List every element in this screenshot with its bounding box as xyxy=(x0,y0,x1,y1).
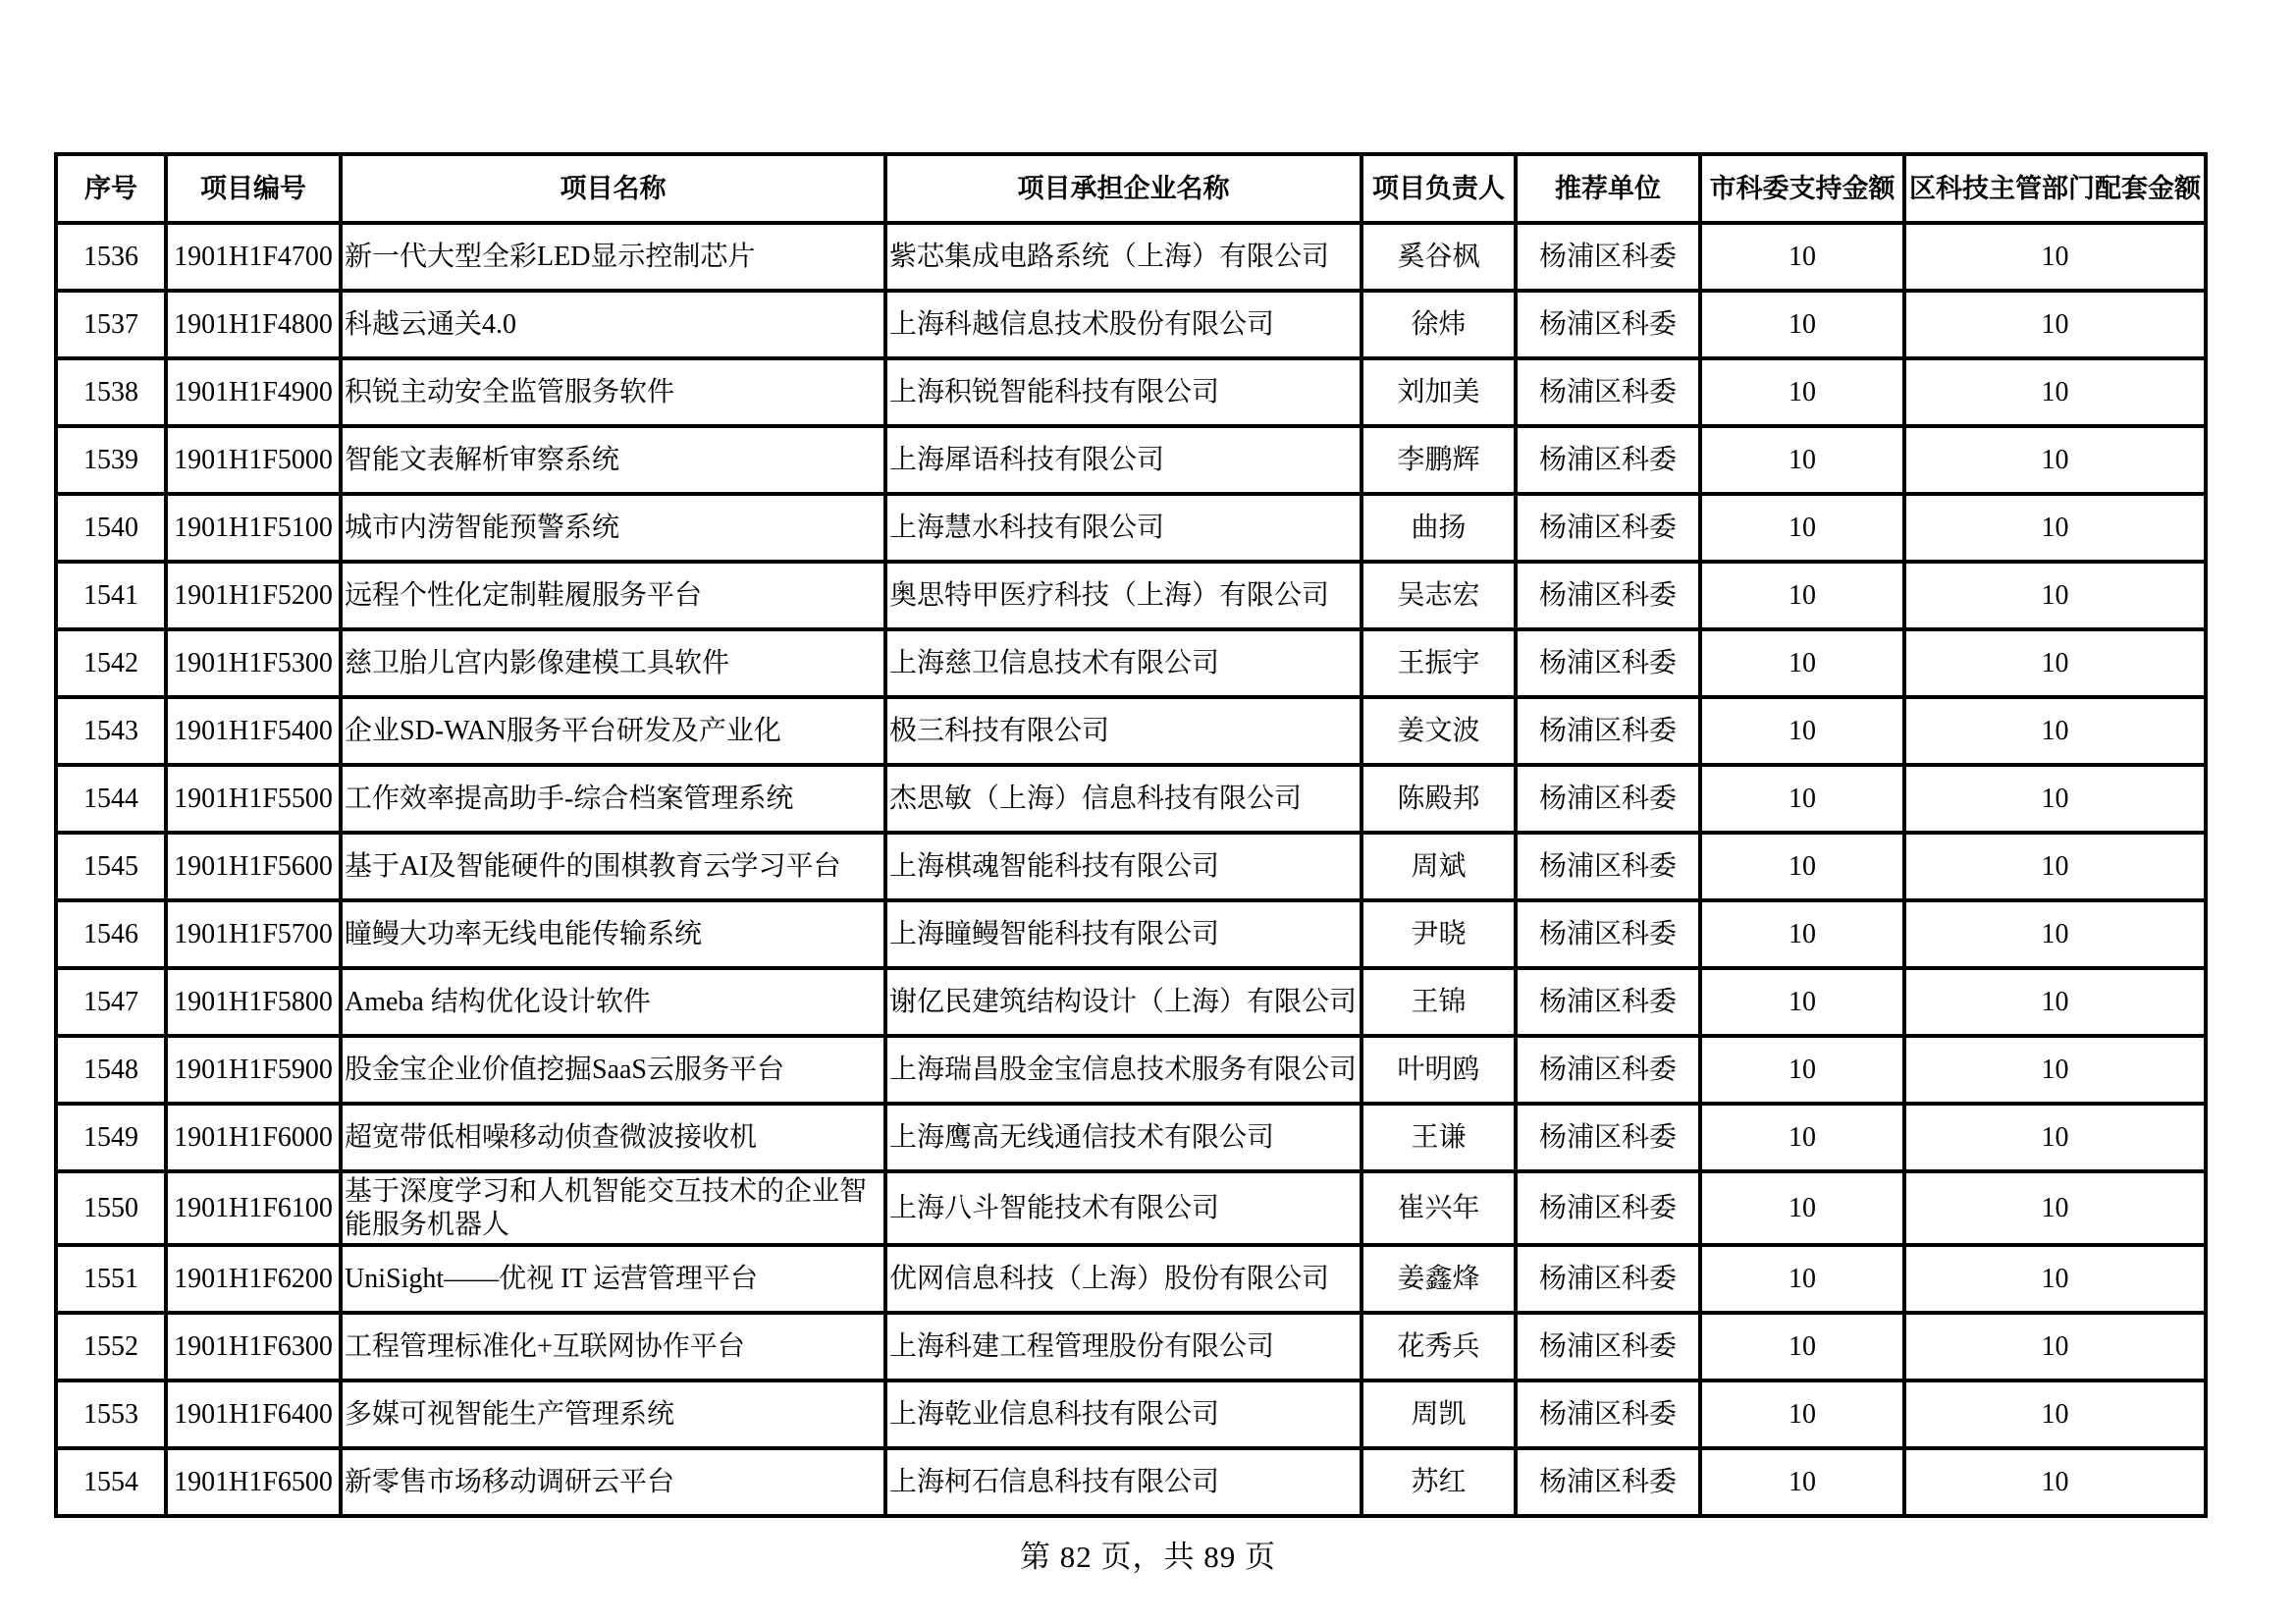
cell-project-code: 1901H1F6000 xyxy=(166,1104,341,1171)
cell-recommending-unit: 杨浦区科委 xyxy=(1516,1313,1700,1380)
cell-district-matching-amount: 10 xyxy=(1904,900,2206,968)
cell-city-support-amount: 10 xyxy=(1700,968,1904,1036)
cell-city-support-amount: 10 xyxy=(1700,765,1904,833)
table-row xyxy=(56,697,2206,765)
cell-city-support-amount: 10 xyxy=(1700,1036,1904,1104)
cell-district-matching-amount: 10 xyxy=(1904,697,2206,765)
cell-project-name: 超宽带低相噪移动侦查微波接收机 xyxy=(341,1104,885,1171)
cell-district-matching-amount: 10 xyxy=(1904,629,2206,697)
cell-serial: 1539 xyxy=(56,426,166,494)
cell-serial: 1551 xyxy=(56,1245,166,1313)
cell-serial: 1550 xyxy=(56,1171,166,1245)
cell-project-name: 基于深度学习和人机智能交互技术的企业智能服务机器人 xyxy=(341,1171,885,1245)
cell-district-matching-amount: 10 xyxy=(1904,1036,2206,1104)
table-row xyxy=(56,562,2206,629)
cell-serial: 1545 xyxy=(56,833,166,900)
cell-company: 紫芯集成电路系统（上海）有限公司 xyxy=(885,223,1362,291)
cell-city-support-amount: 10 xyxy=(1700,1313,1904,1380)
table-row xyxy=(56,358,2206,426)
cell-project-code: 1901H1F6400 xyxy=(166,1380,341,1448)
table-row xyxy=(56,900,2206,968)
cell-serial: 1553 xyxy=(56,1380,166,1448)
cell-district-matching-amount: 10 xyxy=(1904,358,2206,426)
cell-project-code: 1901H1F5300 xyxy=(166,629,341,697)
header-leader: 项目负责人 xyxy=(1362,154,1516,223)
cell-company: 上海瑞昌股金宝信息技术服务有限公司 xyxy=(885,1036,1362,1104)
cell-project-name: 基于AI及智能硬件的围棋教育云学习平台 xyxy=(341,833,885,900)
cell-district-matching-amount: 10 xyxy=(1904,426,2206,494)
cell-project-name: UniSight——优视 IT 运营管理平台 xyxy=(341,1245,885,1313)
cell-serial: 1544 xyxy=(56,765,166,833)
cell-city-support-amount: 10 xyxy=(1700,291,1904,358)
cell-city-support-amount: 10 xyxy=(1700,426,1904,494)
cell-city-support-amount: 10 xyxy=(1700,900,1904,968)
cell-leader: 周斌 xyxy=(1362,833,1516,900)
cell-district-matching-amount: 10 xyxy=(1904,833,2206,900)
cell-company: 上海鹰高无线通信技术有限公司 xyxy=(885,1104,1362,1171)
cell-project-name: 智能文表解析审察系统 xyxy=(341,426,885,494)
header-row xyxy=(56,154,2206,223)
cell-recommending-unit: 杨浦区科委 xyxy=(1516,900,1700,968)
cell-city-support-amount: 10 xyxy=(1700,358,1904,426)
cell-project-code: 1901H1F5100 xyxy=(166,494,341,562)
cell-recommending-unit: 杨浦区科委 xyxy=(1516,833,1700,900)
cell-project-name: 企业SD-WAN服务平台研发及产业化 xyxy=(341,697,885,765)
cell-serial: 1538 xyxy=(56,358,166,426)
cell-project-code: 1901H1F5600 xyxy=(166,833,341,900)
header-project-name: 项目名称 xyxy=(341,154,885,223)
cell-leader: 姜文波 xyxy=(1362,697,1516,765)
cell-project-code: 1901H1F5800 xyxy=(166,968,341,1036)
cell-project-code: 1901H1F5200 xyxy=(166,562,341,629)
cell-company: 上海八斗智能技术有限公司 xyxy=(885,1171,1362,1245)
cell-project-code: 1901H1F5000 xyxy=(166,426,341,494)
cell-project-code: 1901H1F5500 xyxy=(166,765,341,833)
cell-project-name: 工程管理标准化+互联网协作平台 xyxy=(341,1313,885,1380)
cell-city-support-amount: 10 xyxy=(1700,833,1904,900)
cell-district-matching-amount: 10 xyxy=(1904,562,2206,629)
cell-recommending-unit: 杨浦区科委 xyxy=(1516,1380,1700,1448)
table-row xyxy=(56,223,2206,291)
cell-city-support-amount: 10 xyxy=(1700,562,1904,629)
cell-city-support-amount: 10 xyxy=(1700,223,1904,291)
table-header xyxy=(56,154,2206,223)
cell-recommending-unit: 杨浦区科委 xyxy=(1516,1245,1700,1313)
cell-company: 上海慈卫信息技术有限公司 xyxy=(885,629,1362,697)
cell-leader: 王锦 xyxy=(1362,968,1516,1036)
cell-recommending-unit: 杨浦区科委 xyxy=(1516,358,1700,426)
cell-serial: 1543 xyxy=(56,697,166,765)
header-recommending-unit: 推荐单位 xyxy=(1516,154,1700,223)
table-row xyxy=(56,833,2206,900)
cell-project-name: 城市内涝智能预警系统 xyxy=(341,494,885,562)
cell-project-name: 多媒可视智能生产管理系统 xyxy=(341,1380,885,1448)
cell-company: 杰思敏（上海）信息科技有限公司 xyxy=(885,765,1362,833)
cell-project-code: 1901H1F6500 xyxy=(166,1448,341,1516)
cell-district-matching-amount: 10 xyxy=(1904,1171,2206,1245)
cell-district-matching-amount: 10 xyxy=(1904,494,2206,562)
cell-project-code: 1901H1F4800 xyxy=(166,291,341,358)
cell-recommending-unit: 杨浦区科委 xyxy=(1516,1104,1700,1171)
cell-company: 谢亿民建筑结构设计（上海）有限公司 xyxy=(885,968,1362,1036)
cell-serial: 1546 xyxy=(56,900,166,968)
cell-leader: 徐炜 xyxy=(1362,291,1516,358)
cell-project-name: 股金宝企业价值挖掘SaaS云服务平台 xyxy=(341,1036,885,1104)
cell-leader: 吴志宏 xyxy=(1362,562,1516,629)
table-row xyxy=(56,1380,2206,1448)
cell-serial: 1554 xyxy=(56,1448,166,1516)
cell-leader: 曲扬 xyxy=(1362,494,1516,562)
table-row xyxy=(56,1104,2206,1171)
cell-recommending-unit: 杨浦区科委 xyxy=(1516,494,1700,562)
projects-table xyxy=(54,152,2208,1518)
header-project-code: 项目编号 xyxy=(166,154,341,223)
cell-leader: 奚谷枫 xyxy=(1362,223,1516,291)
cell-district-matching-amount: 10 xyxy=(1904,1380,2206,1448)
cell-recommending-unit: 杨浦区科委 xyxy=(1516,697,1700,765)
table-row xyxy=(56,968,2206,1036)
table-row xyxy=(56,1313,2206,1380)
cell-company: 上海慧水科技有限公司 xyxy=(885,494,1362,562)
cell-serial: 1552 xyxy=(56,1313,166,1380)
cell-recommending-unit: 杨浦区科委 xyxy=(1516,562,1700,629)
page-indicator: 第 82 页，共 89 页 xyxy=(1020,1540,1276,1574)
cell-project-name: 科越云通关4.0 xyxy=(341,291,885,358)
cell-leader: 刘加美 xyxy=(1362,358,1516,426)
cell-project-code: 1901H1F6100 xyxy=(166,1171,341,1245)
cell-company: 上海棋魂智能科技有限公司 xyxy=(885,833,1362,900)
cell-recommending-unit: 杨浦区科委 xyxy=(1516,765,1700,833)
cell-project-name: 新一代大型全彩LED显示控制芯片 xyxy=(341,223,885,291)
cell-city-support-amount: 10 xyxy=(1700,697,1904,765)
header-district-matching-amount: 区科技主管部门配套金额 xyxy=(1904,154,2206,223)
cell-project-name: Ameba 结构优化设计软件 xyxy=(341,968,885,1036)
cell-project-code: 1901H1F5400 xyxy=(166,697,341,765)
table-row xyxy=(56,765,2206,833)
cell-leader: 周凯 xyxy=(1362,1380,1516,1448)
table-body xyxy=(56,223,2206,1516)
cell-project-code: 1901H1F6300 xyxy=(166,1313,341,1380)
cell-company: 上海柯石信息科技有限公司 xyxy=(885,1448,1362,1516)
cell-serial: 1541 xyxy=(56,562,166,629)
cell-city-support-amount: 10 xyxy=(1700,1171,1904,1245)
cell-serial: 1549 xyxy=(56,1104,166,1171)
cell-city-support-amount: 10 xyxy=(1700,494,1904,562)
cell-recommending-unit: 杨浦区科委 xyxy=(1516,1171,1700,1245)
cell-leader: 崔兴年 xyxy=(1362,1171,1516,1245)
cell-company: 上海犀语科技有限公司 xyxy=(885,426,1362,494)
cell-company: 上海科越信息技术股份有限公司 xyxy=(885,291,1362,358)
table-row xyxy=(56,291,2206,358)
cell-leader: 花秀兵 xyxy=(1362,1313,1516,1380)
cell-project-name: 新零售市场移动调研云平台 xyxy=(341,1448,885,1516)
cell-serial: 1536 xyxy=(56,223,166,291)
cell-city-support-amount: 10 xyxy=(1700,1104,1904,1171)
table-row xyxy=(56,494,2206,562)
cell-recommending-unit: 杨浦区科委 xyxy=(1516,1448,1700,1516)
cell-city-support-amount: 10 xyxy=(1700,1448,1904,1516)
cell-recommending-unit: 杨浦区科委 xyxy=(1516,223,1700,291)
cell-serial: 1540 xyxy=(56,494,166,562)
cell-leader: 姜鑫烽 xyxy=(1362,1245,1516,1313)
cell-company: 上海积锐智能科技有限公司 xyxy=(885,358,1362,426)
cell-leader: 王谦 xyxy=(1362,1104,1516,1171)
cell-project-code: 1901H1F5700 xyxy=(166,900,341,968)
cell-district-matching-amount: 10 xyxy=(1904,1245,2206,1313)
cell-city-support-amount: 10 xyxy=(1700,1245,1904,1313)
header-company: 项目承担企业名称 xyxy=(885,154,1362,223)
cell-company: 极三科技有限公司 xyxy=(885,697,1362,765)
table-row xyxy=(56,1036,2206,1104)
cell-recommending-unit: 杨浦区科委 xyxy=(1516,291,1700,358)
cell-company: 优网信息科技（上海）股份有限公司 xyxy=(885,1245,1362,1313)
table-row xyxy=(56,1448,2206,1516)
table-row xyxy=(56,629,2206,697)
cell-leader: 苏红 xyxy=(1362,1448,1516,1516)
cell-district-matching-amount: 10 xyxy=(1904,223,2206,291)
cell-district-matching-amount: 10 xyxy=(1904,765,2206,833)
table-row xyxy=(56,1245,2206,1313)
header-city-support-amount: 市科委支持金额 xyxy=(1700,154,1904,223)
cell-leader: 陈殿邦 xyxy=(1362,765,1516,833)
cell-project-name: 瞳鳗大功率无线电能传输系统 xyxy=(341,900,885,968)
table-row xyxy=(56,426,2206,494)
cell-recommending-unit: 杨浦区科委 xyxy=(1516,968,1700,1036)
cell-city-support-amount: 10 xyxy=(1700,1380,1904,1448)
cell-recommending-unit: 杨浦区科委 xyxy=(1516,426,1700,494)
cell-recommending-unit: 杨浦区科委 xyxy=(1516,1036,1700,1104)
cell-serial: 1542 xyxy=(56,629,166,697)
cell-district-matching-amount: 10 xyxy=(1904,968,2206,1036)
cell-company: 奥思特甲医疗科技（上海）有限公司 xyxy=(885,562,1362,629)
cell-project-code: 1901H1F5900 xyxy=(166,1036,341,1104)
cell-serial: 1547 xyxy=(56,968,166,1036)
cell-project-code: 1901H1F4700 xyxy=(166,223,341,291)
cell-leader: 李鹏辉 xyxy=(1362,426,1516,494)
cell-company: 上海瞳鳗智能科技有限公司 xyxy=(885,900,1362,968)
cell-project-code: 1901H1F4900 xyxy=(166,358,341,426)
cell-district-matching-amount: 10 xyxy=(1904,1313,2206,1380)
cell-serial: 1537 xyxy=(56,291,166,358)
cell-project-code: 1901H1F6200 xyxy=(166,1245,341,1313)
cell-company: 上海科建工程管理股份有限公司 xyxy=(885,1313,1362,1380)
header-serial: 序号 xyxy=(56,154,166,223)
cell-district-matching-amount: 10 xyxy=(1904,1104,2206,1171)
cell-leader: 尹晓 xyxy=(1362,900,1516,968)
cell-project-name: 慈卫胎儿宫内影像建模工具软件 xyxy=(341,629,885,697)
cell-leader: 叶明鸥 xyxy=(1362,1036,1516,1104)
cell-recommending-unit: 杨浦区科委 xyxy=(1516,629,1700,697)
table-row xyxy=(56,1171,2206,1245)
cell-serial: 1548 xyxy=(56,1036,166,1104)
cell-district-matching-amount: 10 xyxy=(1904,291,2206,358)
cell-project-name: 积锐主动安全监管服务软件 xyxy=(341,358,885,426)
cell-city-support-amount: 10 xyxy=(1700,629,1904,697)
cell-district-matching-amount: 10 xyxy=(1904,1448,2206,1516)
cell-project-name: 工作效率提高助手-综合档案管理系统 xyxy=(341,765,885,833)
cell-company: 上海乾业信息科技有限公司 xyxy=(885,1380,1362,1448)
cell-leader: 王振宇 xyxy=(1362,629,1516,697)
cell-project-name: 远程个性化定制鞋履服务平台 xyxy=(341,562,885,629)
